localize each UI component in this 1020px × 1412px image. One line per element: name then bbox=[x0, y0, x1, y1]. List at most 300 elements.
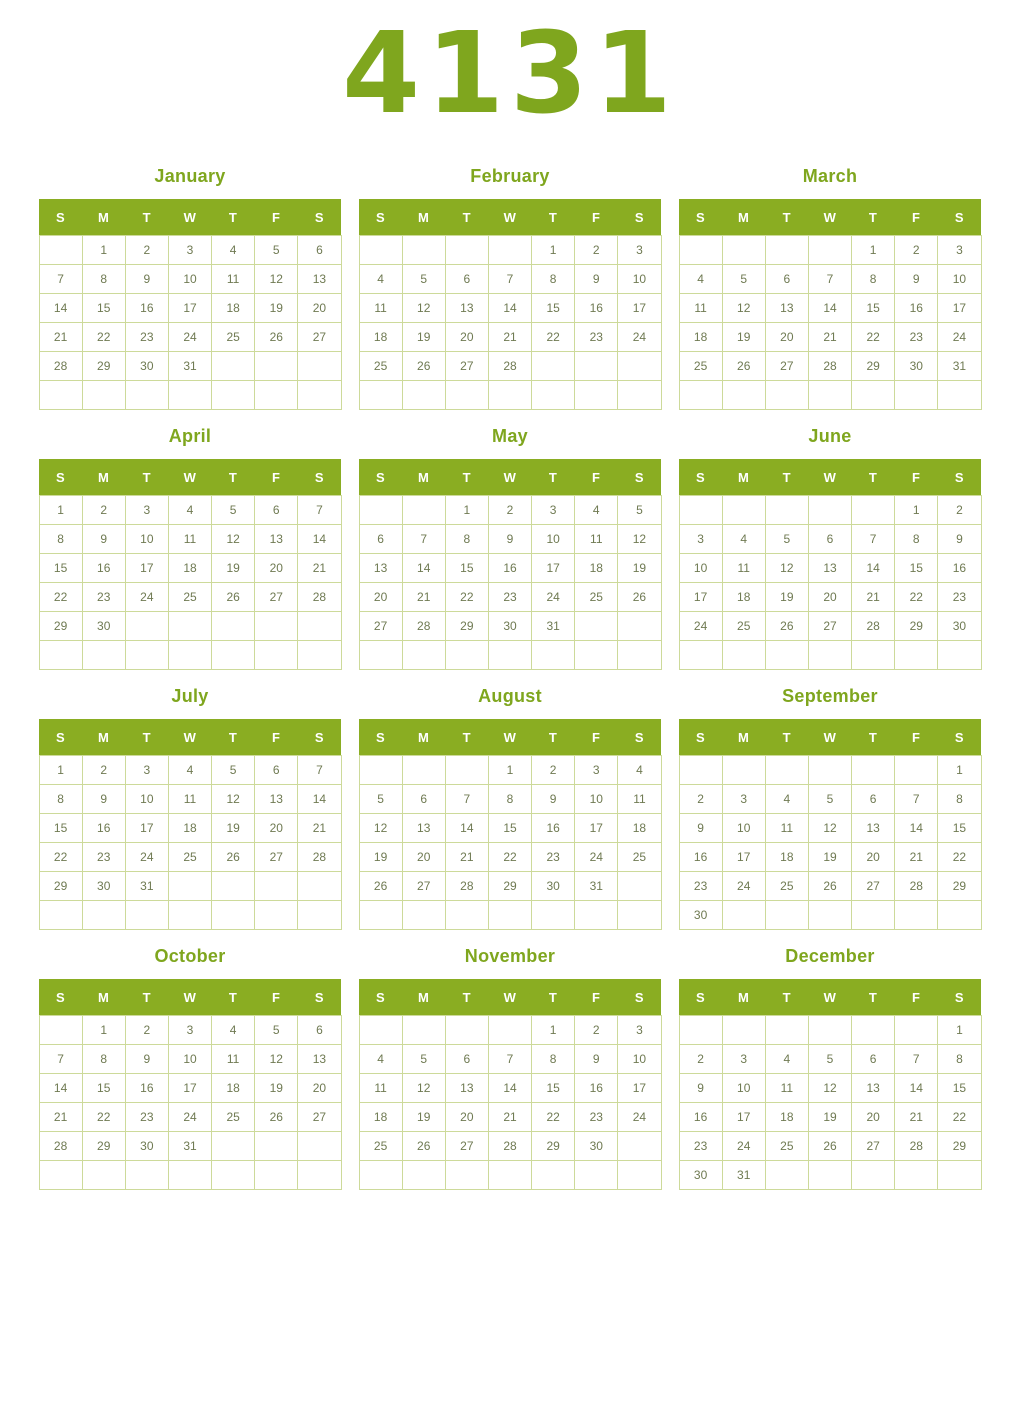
day-cell[interactable]: 8 bbox=[895, 525, 938, 554]
day-cell[interactable]: 7 bbox=[488, 265, 531, 294]
day-cell[interactable]: 29 bbox=[532, 1132, 575, 1161]
day-cell[interactable]: 16 bbox=[125, 1074, 168, 1103]
day-cell[interactable]: 20 bbox=[852, 843, 895, 872]
day-cell[interactable]: 5 bbox=[765, 525, 808, 554]
day-cell[interactable]: 9 bbox=[679, 814, 722, 843]
day-cell[interactable]: 24 bbox=[618, 1103, 661, 1132]
day-cell[interactable]: 30 bbox=[938, 612, 981, 641]
day-cell[interactable]: 31 bbox=[168, 1132, 211, 1161]
day-cell[interactable]: 13 bbox=[852, 814, 895, 843]
day-cell[interactable]: 29 bbox=[445, 612, 488, 641]
day-cell[interactable]: 12 bbox=[255, 1045, 298, 1074]
day-cell[interactable]: 18 bbox=[168, 814, 211, 843]
day-cell[interactable]: 19 bbox=[255, 294, 298, 323]
day-cell[interactable]: 10 bbox=[618, 265, 661, 294]
day-cell[interactable]: 14 bbox=[39, 294, 82, 323]
day-cell[interactable]: 13 bbox=[255, 525, 298, 554]
day-cell[interactable]: 24 bbox=[618, 323, 661, 352]
day-cell[interactable]: 1 bbox=[852, 236, 895, 265]
day-cell[interactable]: 9 bbox=[82, 525, 125, 554]
day-cell[interactable]: 4 bbox=[722, 525, 765, 554]
day-cell[interactable]: 26 bbox=[765, 612, 808, 641]
day-cell[interactable]: 23 bbox=[532, 843, 575, 872]
day-cell[interactable]: 6 bbox=[852, 785, 895, 814]
day-cell[interactable]: 3 bbox=[938, 236, 981, 265]
day-cell[interactable]: 12 bbox=[808, 814, 851, 843]
day-cell[interactable]: 16 bbox=[938, 554, 981, 583]
day-cell[interactable]: 11 bbox=[722, 554, 765, 583]
day-cell[interactable]: 11 bbox=[168, 525, 211, 554]
day-cell[interactable]: 21 bbox=[852, 583, 895, 612]
day-cell[interactable]: 18 bbox=[575, 554, 618, 583]
day-cell[interactable]: 2 bbox=[679, 1045, 722, 1074]
day-cell[interactable]: 20 bbox=[298, 294, 341, 323]
day-cell[interactable]: 3 bbox=[168, 236, 211, 265]
day-cell[interactable]: 25 bbox=[618, 843, 661, 872]
day-cell[interactable]: 18 bbox=[765, 1103, 808, 1132]
day-cell[interactable]: 18 bbox=[722, 583, 765, 612]
day-cell[interactable]: 8 bbox=[82, 1045, 125, 1074]
day-cell[interactable]: 3 bbox=[125, 496, 168, 525]
day-cell[interactable]: 31 bbox=[722, 1161, 765, 1190]
day-cell[interactable]: 5 bbox=[212, 496, 255, 525]
day-cell[interactable]: 13 bbox=[255, 785, 298, 814]
day-cell[interactable]: 12 bbox=[618, 525, 661, 554]
day-cell[interactable]: 3 bbox=[575, 756, 618, 785]
day-cell[interactable]: 9 bbox=[488, 525, 531, 554]
day-cell[interactable]: 30 bbox=[125, 1132, 168, 1161]
day-cell[interactable]: 5 bbox=[255, 1016, 298, 1045]
day-cell[interactable]: 27 bbox=[765, 352, 808, 381]
day-cell[interactable]: 30 bbox=[82, 872, 125, 901]
day-cell[interactable]: 7 bbox=[298, 756, 341, 785]
day-cell[interactable]: 2 bbox=[82, 496, 125, 525]
day-cell[interactable]: 10 bbox=[575, 785, 618, 814]
day-cell[interactable]: 26 bbox=[212, 843, 255, 872]
day-cell[interactable]: 7 bbox=[445, 785, 488, 814]
day-cell[interactable]: 14 bbox=[39, 1074, 82, 1103]
day-cell[interactable]: 22 bbox=[82, 1103, 125, 1132]
day-cell[interactable]: 30 bbox=[532, 872, 575, 901]
day-cell[interactable]: 16 bbox=[575, 294, 618, 323]
day-cell[interactable]: 21 bbox=[445, 843, 488, 872]
day-cell[interactable]: 21 bbox=[298, 554, 341, 583]
day-cell[interactable]: 4 bbox=[765, 785, 808, 814]
day-cell[interactable]: 23 bbox=[488, 583, 531, 612]
day-cell[interactable]: 29 bbox=[488, 872, 531, 901]
day-cell[interactable]: 13 bbox=[402, 814, 445, 843]
day-cell[interactable]: 19 bbox=[808, 843, 851, 872]
day-cell[interactable]: 21 bbox=[39, 323, 82, 352]
day-cell[interactable]: 29 bbox=[82, 1132, 125, 1161]
day-cell[interactable]: 25 bbox=[168, 843, 211, 872]
day-cell[interactable]: 5 bbox=[618, 496, 661, 525]
day-cell[interactable]: 27 bbox=[255, 583, 298, 612]
day-cell[interactable]: 22 bbox=[938, 1103, 981, 1132]
day-cell[interactable]: 25 bbox=[575, 583, 618, 612]
day-cell[interactable]: 28 bbox=[39, 352, 82, 381]
day-cell[interactable]: 15 bbox=[488, 814, 531, 843]
day-cell[interactable]: 2 bbox=[125, 1016, 168, 1045]
day-cell[interactable]: 10 bbox=[938, 265, 981, 294]
day-cell[interactable]: 6 bbox=[255, 496, 298, 525]
day-cell[interactable]: 22 bbox=[82, 323, 125, 352]
day-cell[interactable]: 25 bbox=[765, 1132, 808, 1161]
day-cell[interactable]: 20 bbox=[445, 323, 488, 352]
day-cell[interactable]: 9 bbox=[575, 1045, 618, 1074]
day-cell[interactable]: 24 bbox=[168, 1103, 211, 1132]
day-cell[interactable]: 9 bbox=[679, 1074, 722, 1103]
day-cell[interactable]: 24 bbox=[532, 583, 575, 612]
day-cell[interactable]: 10 bbox=[168, 265, 211, 294]
day-cell[interactable]: 20 bbox=[808, 583, 851, 612]
day-cell[interactable]: 19 bbox=[255, 1074, 298, 1103]
day-cell[interactable]: 24 bbox=[125, 843, 168, 872]
day-cell[interactable]: 10 bbox=[679, 554, 722, 583]
day-cell[interactable]: 12 bbox=[722, 294, 765, 323]
day-cell[interactable]: 2 bbox=[679, 785, 722, 814]
day-cell[interactable]: 1 bbox=[938, 1016, 981, 1045]
day-cell[interactable]: 11 bbox=[212, 1045, 255, 1074]
day-cell[interactable]: 28 bbox=[402, 612, 445, 641]
day-cell[interactable]: 3 bbox=[532, 496, 575, 525]
day-cell[interactable]: 25 bbox=[168, 583, 211, 612]
day-cell[interactable]: 26 bbox=[808, 1132, 851, 1161]
day-cell[interactable]: 8 bbox=[532, 1045, 575, 1074]
day-cell[interactable]: 13 bbox=[765, 294, 808, 323]
day-cell[interactable]: 4 bbox=[765, 1045, 808, 1074]
day-cell[interactable]: 23 bbox=[82, 583, 125, 612]
day-cell[interactable]: 1 bbox=[82, 1016, 125, 1045]
day-cell[interactable]: 28 bbox=[808, 352, 851, 381]
day-cell[interactable]: 6 bbox=[298, 236, 341, 265]
day-cell[interactable]: 13 bbox=[359, 554, 402, 583]
day-cell[interactable]: 11 bbox=[212, 265, 255, 294]
day-cell[interactable]: 31 bbox=[168, 352, 211, 381]
day-cell[interactable]: 15 bbox=[39, 814, 82, 843]
day-cell[interactable]: 8 bbox=[445, 525, 488, 554]
day-cell[interactable]: 6 bbox=[255, 756, 298, 785]
day-cell[interactable]: 8 bbox=[39, 525, 82, 554]
day-cell[interactable]: 30 bbox=[125, 352, 168, 381]
day-cell[interactable]: 6 bbox=[402, 785, 445, 814]
day-cell[interactable]: 21 bbox=[808, 323, 851, 352]
day-cell[interactable]: 7 bbox=[808, 265, 851, 294]
day-cell[interactable]: 13 bbox=[298, 1045, 341, 1074]
day-cell[interactable]: 9 bbox=[82, 785, 125, 814]
day-cell[interactable]: 10 bbox=[168, 1045, 211, 1074]
day-cell[interactable]: 2 bbox=[938, 496, 981, 525]
day-cell[interactable]: 26 bbox=[722, 352, 765, 381]
day-cell[interactable]: 25 bbox=[359, 1132, 402, 1161]
day-cell[interactable]: 23 bbox=[125, 1103, 168, 1132]
day-cell[interactable]: 3 bbox=[168, 1016, 211, 1045]
day-cell[interactable]: 8 bbox=[82, 265, 125, 294]
day-cell[interactable]: 6 bbox=[765, 265, 808, 294]
day-cell[interactable]: 6 bbox=[298, 1016, 341, 1045]
day-cell[interactable]: 31 bbox=[125, 872, 168, 901]
day-cell[interactable]: 26 bbox=[255, 1103, 298, 1132]
day-cell[interactable]: 17 bbox=[125, 554, 168, 583]
day-cell[interactable]: 11 bbox=[618, 785, 661, 814]
day-cell[interactable]: 19 bbox=[722, 323, 765, 352]
day-cell[interactable]: 15 bbox=[39, 554, 82, 583]
day-cell[interactable]: 4 bbox=[212, 236, 255, 265]
day-cell[interactable]: 18 bbox=[618, 814, 661, 843]
day-cell[interactable]: 11 bbox=[575, 525, 618, 554]
day-cell[interactable]: 17 bbox=[618, 294, 661, 323]
day-cell[interactable]: 4 bbox=[212, 1016, 255, 1045]
day-cell[interactable]: 1 bbox=[532, 236, 575, 265]
day-cell[interactable]: 3 bbox=[618, 236, 661, 265]
day-cell[interactable]: 7 bbox=[39, 265, 82, 294]
day-cell[interactable]: 27 bbox=[298, 1103, 341, 1132]
day-cell[interactable]: 14 bbox=[895, 1074, 938, 1103]
day-cell[interactable]: 2 bbox=[488, 496, 531, 525]
day-cell[interactable]: 18 bbox=[212, 294, 255, 323]
day-cell[interactable]: 17 bbox=[722, 1103, 765, 1132]
day-cell[interactable]: 6 bbox=[445, 265, 488, 294]
day-cell[interactable]: 1 bbox=[39, 756, 82, 785]
day-cell[interactable]: 23 bbox=[125, 323, 168, 352]
day-cell[interactable]: 13 bbox=[445, 1074, 488, 1103]
day-cell[interactable]: 16 bbox=[488, 554, 531, 583]
day-cell[interactable]: 6 bbox=[359, 525, 402, 554]
day-cell[interactable]: 21 bbox=[895, 843, 938, 872]
day-cell[interactable]: 12 bbox=[212, 525, 255, 554]
day-cell[interactable]: 20 bbox=[765, 323, 808, 352]
day-cell[interactable]: 5 bbox=[212, 756, 255, 785]
day-cell[interactable]: 3 bbox=[125, 756, 168, 785]
day-cell[interactable]: 16 bbox=[125, 294, 168, 323]
day-cell[interactable]: 18 bbox=[212, 1074, 255, 1103]
day-cell[interactable]: 16 bbox=[575, 1074, 618, 1103]
day-cell[interactable]: 19 bbox=[212, 554, 255, 583]
day-cell[interactable]: 15 bbox=[852, 294, 895, 323]
day-cell[interactable]: 21 bbox=[298, 814, 341, 843]
day-cell[interactable]: 27 bbox=[445, 1132, 488, 1161]
day-cell[interactable]: 17 bbox=[125, 814, 168, 843]
day-cell[interactable]: 14 bbox=[895, 814, 938, 843]
day-cell[interactable]: 30 bbox=[575, 1132, 618, 1161]
day-cell[interactable]: 15 bbox=[445, 554, 488, 583]
day-cell[interactable]: 1 bbox=[82, 236, 125, 265]
day-cell[interactable]: 27 bbox=[445, 352, 488, 381]
day-cell[interactable]: 11 bbox=[359, 1074, 402, 1103]
day-cell[interactable]: 27 bbox=[298, 323, 341, 352]
day-cell[interactable]: 18 bbox=[765, 843, 808, 872]
day-cell[interactable]: 24 bbox=[125, 583, 168, 612]
day-cell[interactable]: 11 bbox=[765, 1074, 808, 1103]
day-cell[interactable]: 16 bbox=[679, 1103, 722, 1132]
day-cell[interactable]: 14 bbox=[402, 554, 445, 583]
day-cell[interactable]: 22 bbox=[852, 323, 895, 352]
day-cell[interactable]: 28 bbox=[39, 1132, 82, 1161]
day-cell[interactable]: 4 bbox=[359, 1045, 402, 1074]
day-cell[interactable]: 10 bbox=[532, 525, 575, 554]
day-cell[interactable]: 19 bbox=[402, 323, 445, 352]
day-cell[interactable]: 19 bbox=[212, 814, 255, 843]
day-cell[interactable]: 23 bbox=[895, 323, 938, 352]
day-cell[interactable]: 10 bbox=[618, 1045, 661, 1074]
day-cell[interactable]: 31 bbox=[532, 612, 575, 641]
day-cell[interactable]: 5 bbox=[808, 1045, 851, 1074]
day-cell[interactable]: 1 bbox=[39, 496, 82, 525]
day-cell[interactable]: 20 bbox=[445, 1103, 488, 1132]
day-cell[interactable]: 9 bbox=[895, 265, 938, 294]
day-cell[interactable]: 15 bbox=[82, 1074, 125, 1103]
day-cell[interactable]: 29 bbox=[895, 612, 938, 641]
day-cell[interactable]: 11 bbox=[679, 294, 722, 323]
day-cell[interactable]: 8 bbox=[39, 785, 82, 814]
day-cell[interactable]: 26 bbox=[808, 872, 851, 901]
day-cell[interactable]: 22 bbox=[488, 843, 531, 872]
day-cell[interactable]: 9 bbox=[125, 1045, 168, 1074]
day-cell[interactable]: 16 bbox=[82, 814, 125, 843]
day-cell[interactable]: 24 bbox=[679, 612, 722, 641]
day-cell[interactable]: 25 bbox=[765, 872, 808, 901]
day-cell[interactable]: 23 bbox=[679, 1132, 722, 1161]
day-cell[interactable]: 20 bbox=[298, 1074, 341, 1103]
day-cell[interactable]: 7 bbox=[39, 1045, 82, 1074]
day-cell[interactable]: 4 bbox=[168, 496, 211, 525]
day-cell[interactable]: 26 bbox=[402, 352, 445, 381]
day-cell[interactable]: 29 bbox=[938, 1132, 981, 1161]
day-cell[interactable]: 14 bbox=[298, 785, 341, 814]
day-cell[interactable]: 20 bbox=[255, 814, 298, 843]
day-cell[interactable]: 19 bbox=[618, 554, 661, 583]
day-cell[interactable]: 7 bbox=[852, 525, 895, 554]
day-cell[interactable]: 9 bbox=[532, 785, 575, 814]
day-cell[interactable]: 11 bbox=[359, 294, 402, 323]
day-cell[interactable]: 13 bbox=[808, 554, 851, 583]
day-cell[interactable]: 8 bbox=[488, 785, 531, 814]
day-cell[interactable]: 28 bbox=[852, 612, 895, 641]
day-cell[interactable]: 15 bbox=[938, 814, 981, 843]
day-cell[interactable]: 13 bbox=[852, 1074, 895, 1103]
day-cell[interactable]: 14 bbox=[852, 554, 895, 583]
day-cell[interactable]: 21 bbox=[402, 583, 445, 612]
day-cell[interactable]: 27 bbox=[808, 612, 851, 641]
day-cell[interactable]: 21 bbox=[39, 1103, 82, 1132]
day-cell[interactable]: 21 bbox=[488, 323, 531, 352]
day-cell[interactable]: 5 bbox=[722, 265, 765, 294]
day-cell[interactable]: 14 bbox=[445, 814, 488, 843]
day-cell[interactable]: 17 bbox=[168, 1074, 211, 1103]
day-cell[interactable]: 8 bbox=[532, 265, 575, 294]
day-cell[interactable]: 19 bbox=[402, 1103, 445, 1132]
day-cell[interactable]: 23 bbox=[575, 323, 618, 352]
day-cell[interactable]: 3 bbox=[679, 525, 722, 554]
day-cell[interactable]: 23 bbox=[82, 843, 125, 872]
day-cell[interactable]: 16 bbox=[82, 554, 125, 583]
day-cell[interactable]: 3 bbox=[722, 1045, 765, 1074]
day-cell[interactable]: 1 bbox=[895, 496, 938, 525]
day-cell[interactable]: 12 bbox=[359, 814, 402, 843]
day-cell[interactable]: 29 bbox=[82, 352, 125, 381]
day-cell[interactable]: 19 bbox=[359, 843, 402, 872]
day-cell[interactable]: 20 bbox=[852, 1103, 895, 1132]
day-cell[interactable]: 27 bbox=[852, 872, 895, 901]
day-cell[interactable]: 2 bbox=[125, 236, 168, 265]
day-cell[interactable]: 22 bbox=[895, 583, 938, 612]
day-cell[interactable]: 25 bbox=[212, 323, 255, 352]
day-cell[interactable]: 27 bbox=[402, 872, 445, 901]
day-cell[interactable]: 25 bbox=[722, 612, 765, 641]
day-cell[interactable]: 18 bbox=[168, 554, 211, 583]
day-cell[interactable]: 24 bbox=[575, 843, 618, 872]
day-cell[interactable]: 29 bbox=[852, 352, 895, 381]
day-cell[interactable]: 3 bbox=[722, 785, 765, 814]
day-cell[interactable]: 25 bbox=[359, 352, 402, 381]
day-cell[interactable]: 8 bbox=[852, 265, 895, 294]
day-cell[interactable]: 18 bbox=[359, 323, 402, 352]
day-cell[interactable]: 23 bbox=[575, 1103, 618, 1132]
day-cell[interactable]: 15 bbox=[938, 1074, 981, 1103]
day-cell[interactable]: 16 bbox=[532, 814, 575, 843]
day-cell[interactable]: 6 bbox=[445, 1045, 488, 1074]
day-cell[interactable]: 28 bbox=[298, 583, 341, 612]
day-cell[interactable]: 5 bbox=[359, 785, 402, 814]
day-cell[interactable]: 2 bbox=[575, 236, 618, 265]
day-cell[interactable]: 4 bbox=[679, 265, 722, 294]
day-cell[interactable]: 15 bbox=[82, 294, 125, 323]
day-cell[interactable]: 7 bbox=[402, 525, 445, 554]
day-cell[interactable]: 28 bbox=[298, 843, 341, 872]
day-cell[interactable]: 5 bbox=[402, 1045, 445, 1074]
day-cell[interactable]: 4 bbox=[618, 756, 661, 785]
day-cell[interactable]: 15 bbox=[895, 554, 938, 583]
day-cell[interactable]: 1 bbox=[488, 756, 531, 785]
day-cell[interactable]: 30 bbox=[895, 352, 938, 381]
day-cell[interactable]: 24 bbox=[168, 323, 211, 352]
day-cell[interactable]: 11 bbox=[168, 785, 211, 814]
day-cell[interactable]: 27 bbox=[359, 612, 402, 641]
day-cell[interactable]: 4 bbox=[575, 496, 618, 525]
day-cell[interactable]: 28 bbox=[445, 872, 488, 901]
day-cell[interactable]: 3 bbox=[618, 1016, 661, 1045]
day-cell[interactable]: 29 bbox=[39, 872, 82, 901]
day-cell[interactable]: 25 bbox=[212, 1103, 255, 1132]
day-cell[interactable]: 24 bbox=[722, 872, 765, 901]
day-cell[interactable]: 14 bbox=[808, 294, 851, 323]
day-cell[interactable]: 4 bbox=[359, 265, 402, 294]
day-cell[interactable]: 15 bbox=[532, 1074, 575, 1103]
day-cell[interactable]: 22 bbox=[445, 583, 488, 612]
day-cell[interactable]: 8 bbox=[938, 785, 981, 814]
day-cell[interactable]: 24 bbox=[722, 1132, 765, 1161]
day-cell[interactable]: 5 bbox=[402, 265, 445, 294]
day-cell[interactable]: 22 bbox=[39, 843, 82, 872]
day-cell[interactable]: 26 bbox=[255, 323, 298, 352]
day-cell[interactable]: 10 bbox=[722, 1074, 765, 1103]
day-cell[interactable]: 16 bbox=[679, 843, 722, 872]
day-cell[interactable]: 20 bbox=[359, 583, 402, 612]
day-cell[interactable]: 22 bbox=[532, 323, 575, 352]
day-cell[interactable]: 26 bbox=[359, 872, 402, 901]
day-cell[interactable]: 7 bbox=[298, 496, 341, 525]
day-cell[interactable]: 11 bbox=[765, 814, 808, 843]
day-cell[interactable]: 14 bbox=[298, 525, 341, 554]
day-cell[interactable]: 21 bbox=[488, 1103, 531, 1132]
day-cell[interactable]: 12 bbox=[402, 294, 445, 323]
day-cell[interactable]: 12 bbox=[765, 554, 808, 583]
day-cell[interactable]: 1 bbox=[532, 1016, 575, 1045]
day-cell[interactable]: 28 bbox=[488, 352, 531, 381]
day-cell[interactable]: 7 bbox=[895, 785, 938, 814]
day-cell[interactable]: 31 bbox=[575, 872, 618, 901]
day-cell[interactable]: 12 bbox=[212, 785, 255, 814]
